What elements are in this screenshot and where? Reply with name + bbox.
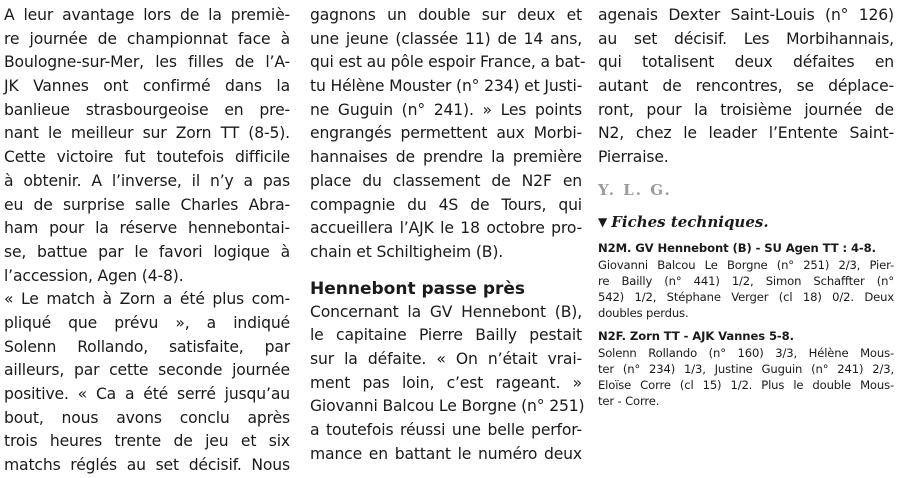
article-line: se, battue par le favori logique à: [4, 242, 290, 261]
article-line: Cette victoire fut toutefois difficile: [4, 148, 290, 167]
article-line: compagnie du 4S de Tours, qui: [310, 195, 582, 214]
article-line: qui est au pôle espoir France, a bat-: [310, 53, 586, 72]
article-line: N2, chez le leader l’Entente Saint-: [598, 124, 894, 143]
article-line: JK Vannes ont confirmé dans la: [4, 77, 290, 96]
article-subheading: Hennebont passe près: [310, 278, 526, 299]
article-line: trois heures trente de jeu et six: [4, 432, 290, 451]
article-line: matchs réglés au set décisif. Nous: [4, 456, 290, 475]
article-line: ront, pour la troisième journée de: [598, 100, 894, 119]
triangle-down-icon: ▼: [598, 214, 608, 229]
article-line: ailleurs, par cette seconde journée: [4, 361, 290, 380]
spacer: [598, 321, 894, 328]
article-line: « Le match à Zorn a été plus com-: [4, 290, 290, 309]
fiche-line: Giovanni Balcou Le Borgne (n° 251) 2/3, Pier-: [598, 257, 894, 272]
author-signature: Y. L. G.: [598, 180, 672, 199]
fiche-line: 542) 1/2, Stéphane Verger (cl 18) 0/2. Deux: [598, 289, 894, 304]
article-line: gagnons un double sur deux et: [310, 6, 582, 24]
fiche-line: doubles perdus.: [598, 305, 689, 320]
fiche-n2m: [598, 240, 894, 321]
article-line: bout, nous avons conclu après: [4, 408, 290, 427]
fiche-heading: N2M. GV Hennebont (B) - SU Agen TT : 4-8.: [598, 240, 876, 255]
fiches-techniques-heading: [598, 212, 894, 232]
fiche-heading: N2F. Zorn TT - AJK Vannes 5-8.: [598, 328, 794, 343]
article-line: agenais Dexter Saint-Louis (n° 126): [598, 6, 894, 24]
article-line: tu Hélène Mouster (n° 234) et Justi-: [310, 77, 583, 96]
article-line: pliqué que prévu », a indiqué: [4, 313, 290, 332]
article-line: chain et Schiltigheim (B).: [310, 242, 504, 261]
article-line: à obtenir. A l’inverse, il n’y a pas: [4, 171, 290, 190]
fiche-line: re Bailly (n° 441) 1/2, Simon Schaffter (n°: [598, 273, 894, 288]
article-line: Solenn Rollando, satisfaite, par: [4, 337, 290, 356]
fiche-line: Eloïse Corre (cl 15) 1/2. Plus le double Mous-: [598, 377, 894, 392]
article-line: hannaises de prendre la première: [310, 148, 582, 167]
fiche-line: ter - Corre.: [598, 393, 660, 408]
article-line: accueillera l’AJK le 18 octobre pro-: [310, 219, 582, 238]
article-line: mance en battant le numéro deux: [310, 444, 582, 463]
article-line: a toutefois réussi une belle perfor-: [310, 421, 582, 439]
article-line: A leur avantage lors de la premiè-: [4, 6, 290, 24]
fiche-line: ter (n° 234) 1/3, Justine Guguin (n° 241) 2/3,: [598, 361, 894, 376]
article-line: ham pour la réserve hennebontai-: [4, 219, 290, 238]
article-line: qui totalisent deux défaites en: [598, 53, 894, 72]
fiches-title: Fiches techniques.: [611, 212, 769, 231]
fiche-line: Solenn Rollando (n° 160) 3/3, Hélène Mous-: [598, 345, 894, 360]
article-line: banlieue strasbourgeoise en pre-: [4, 100, 290, 119]
article-line: Pierraise.: [598, 148, 669, 167]
article-line: re journée de championnat face à: [4, 29, 290, 48]
fiche-n2f: [598, 328, 894, 409]
article-line: positive. « Ca a été serré jusqu’au: [4, 385, 290, 403]
article-line: Concernant la GV Hennebont (B),: [310, 302, 582, 321]
article-column-2: [310, 4, 586, 466]
article-line: Giovanni Balcou Le Borgne (n° 251): [310, 397, 585, 416]
article-line: Boulogne-sur-Mer, les filles de l’A-: [4, 53, 290, 72]
article-line: une jeune (classée 11) de 14 ans,: [310, 29, 582, 48]
article-line: ment pas loin, c’est rageant. »: [310, 373, 582, 392]
article-line: sur la défaite. « On n’était vrai-: [310, 349, 582, 368]
article-line: nant le meilleur sur Zorn TT (8-5).: [4, 124, 290, 143]
article-line: au set décisif. Les Morbihannais,: [598, 29, 894, 48]
article-line: l’accession, Agen (4-8).: [4, 266, 184, 285]
article-line: autant de rencontres, se déplace-: [598, 77, 894, 96]
article-line: engrangés permettent aux Morbi-: [310, 124, 582, 143]
article-column-1: [4, 4, 290, 478]
article-line: ne Guguin (n° 241). » Les points: [310, 100, 582, 119]
article-line: le capitaine Pierre Bailly pestait: [310, 326, 582, 345]
article-line: place du classement de N2F en: [310, 171, 582, 190]
article-line: eu de surprise salle Charles Abra-: [4, 195, 290, 214]
article-column-3: [598, 4, 894, 409]
